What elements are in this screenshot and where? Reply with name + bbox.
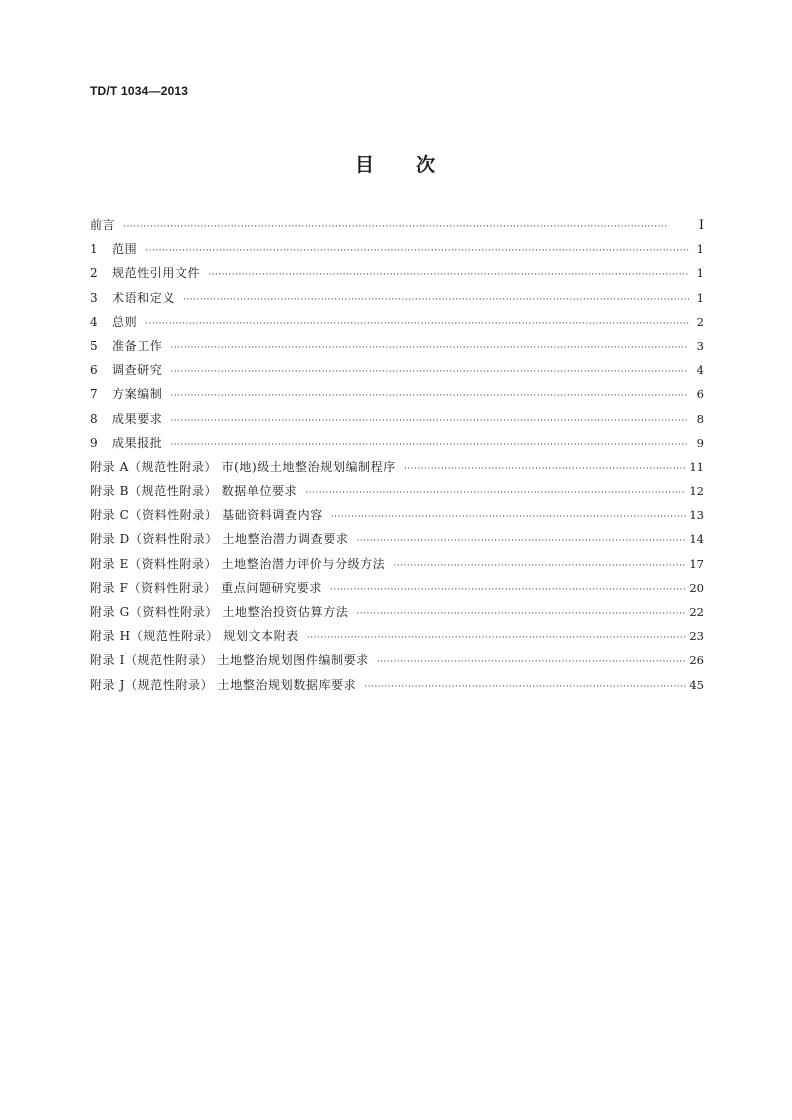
toc-page-number: 20: [689, 580, 704, 595]
toc-entry-5[interactable]: [90, 336, 704, 360]
toc-page-number: 4: [696, 363, 704, 378]
toc-entry-label: 附录 F（资料性附录） 重点问题研究要求: [90, 580, 322, 595]
toc-entry-label: 7 方案编制: [90, 384, 162, 404]
toc-entry-3[interactable]: [90, 288, 704, 312]
toc-page-number: 22: [689, 605, 704, 619]
toc-entry-label: 附录 C（资料性附录） 基础资料调查内容: [90, 508, 323, 523]
table-of-contents: [90, 215, 704, 699]
dot-leader: [170, 411, 689, 431]
toc-page-number: 1: [696, 242, 704, 257]
toc-page-number: 17: [689, 556, 704, 571]
dot-leader: [330, 580, 686, 600]
dot-leader: [170, 338, 689, 358]
toc-entry-number: 8: [90, 411, 99, 426]
toc-entry-appendix-a[interactable]: [90, 457, 704, 481]
toc-entry-label: 附录 D（资料性附录） 土地整治潜力调查要求: [90, 532, 349, 547]
toc-page-number: 14: [689, 532, 704, 547]
toc-entry-1[interactable]: [90, 239, 704, 263]
dot-leader: [145, 241, 689, 261]
toc-entry-label: 附录 H（规范性附录） 规划文本附表: [90, 629, 299, 644]
dot-leader: [377, 652, 687, 672]
toc-page-number: 1: [696, 266, 704, 281]
toc-entry-8[interactable]: [90, 409, 704, 433]
toc-entry-appendix-j[interactable]: [90, 675, 704, 699]
toc-entry-number: 9: [90, 435, 99, 450]
dot-leader: [356, 531, 686, 551]
dot-leader: [364, 677, 686, 697]
toc-entry-label: 9 成果报批: [90, 433, 162, 453]
toc-entry-appendix-g[interactable]: [90, 602, 704, 626]
toc-entry-7[interactable]: [90, 384, 704, 408]
dot-leader: [393, 556, 686, 576]
dot-leader: [305, 483, 686, 503]
toc-entry-label: 前言: [90, 218, 116, 232]
toc-entry-foreword[interactable]: [90, 215, 704, 239]
toc-entry-2[interactable]: [90, 263, 704, 287]
toc-page-number: 3: [696, 338, 704, 353]
title-char-left: 目: [354, 154, 376, 176]
toc-entry-label: 3 术语和定义: [90, 288, 175, 308]
toc-entry-number: 5: [90, 338, 99, 353]
dot-leader: [307, 628, 686, 648]
toc-entry-appendix-h[interactable]: [90, 626, 704, 650]
dot-leader: [404, 459, 686, 479]
toc-entry-number: 3: [90, 290, 99, 305]
toc-entry-label: 附录 J（规范性附录） 土地整治规划数据库要求: [90, 677, 357, 692]
toc-page-number: 9: [696, 435, 704, 450]
toc-entry-appendix-c[interactable]: [90, 505, 704, 529]
toc-page-number: 12: [689, 484, 704, 499]
toc-entry-appendix-d[interactable]: [90, 529, 704, 553]
dot-leader: [331, 507, 687, 527]
toc-entry-label: 附录 I（规范性附录） 土地整治规划图件编制要求: [90, 653, 369, 668]
toc-page-number: 23: [689, 629, 704, 644]
toc-page-number: 45: [689, 677, 704, 692]
toc-entry-label: 2 规范性引用文件: [90, 263, 200, 283]
toc-entry-label: 附录 E（资料性附录） 土地整治潜力评价与分级方法: [90, 556, 386, 571]
document-code: TD/T 1034—2013: [90, 84, 189, 98]
toc-entry-number: 1: [90, 242, 99, 257]
dot-leader: [123, 217, 689, 237]
toc-entry-appendix-f[interactable]: [90, 578, 704, 602]
toc-entry-number: 2: [90, 266, 99, 281]
toc-entry-label: 4 总则: [90, 312, 137, 332]
dot-leader: [183, 290, 689, 310]
dot-leader: [208, 265, 689, 285]
toc-entry-number: 7: [90, 387, 99, 402]
toc-page-number: 2: [696, 314, 704, 329]
toc-entry-number: 6: [90, 363, 99, 378]
toc-entry-appendix-e[interactable]: [90, 554, 704, 578]
page-title: [0, 150, 792, 177]
toc-entry-label: 附录 B（规范性附录） 数据单位要求: [90, 484, 298, 499]
dot-leader: [170, 362, 689, 382]
toc-page-number: 13: [689, 508, 704, 523]
toc-page-number: 8: [696, 411, 704, 426]
dot-leader: [145, 314, 689, 334]
dot-leader: [356, 604, 686, 624]
toc-page-number: 6: [696, 387, 704, 402]
toc-entry-9[interactable]: [90, 433, 704, 457]
toc-entry-label: 附录 G（资料性附录） 土地整治投资估算方法: [90, 605, 349, 619]
toc-entry-label: 1 范围: [90, 239, 137, 259]
toc-entry-number: 4: [90, 314, 99, 329]
toc-page-number: 26: [689, 653, 704, 668]
toc-entry-label: 6 调查研究: [90, 360, 162, 380]
toc-entry-appendix-b[interactable]: [90, 481, 704, 505]
toc-entry-6[interactable]: [90, 360, 704, 384]
toc-entry-appendix-i[interactable]: [90, 650, 704, 674]
toc-page-number: 1: [696, 290, 704, 305]
toc-page-number: Ⅰ: [698, 218, 704, 233]
dot-leader: [170, 435, 689, 455]
dot-leader: [170, 386, 689, 406]
toc-page-number: 11: [689, 459, 704, 474]
toc-entry-label: 8 成果要求: [90, 409, 162, 429]
title-char-right: 次: [416, 154, 438, 176]
toc-entry-4[interactable]: [90, 312, 704, 336]
toc-entry-label: 5 准备工作: [90, 336, 162, 356]
toc-entry-label: 附录 A（规范性附录） 市(地)级土地整治规划编制程序: [90, 459, 396, 474]
